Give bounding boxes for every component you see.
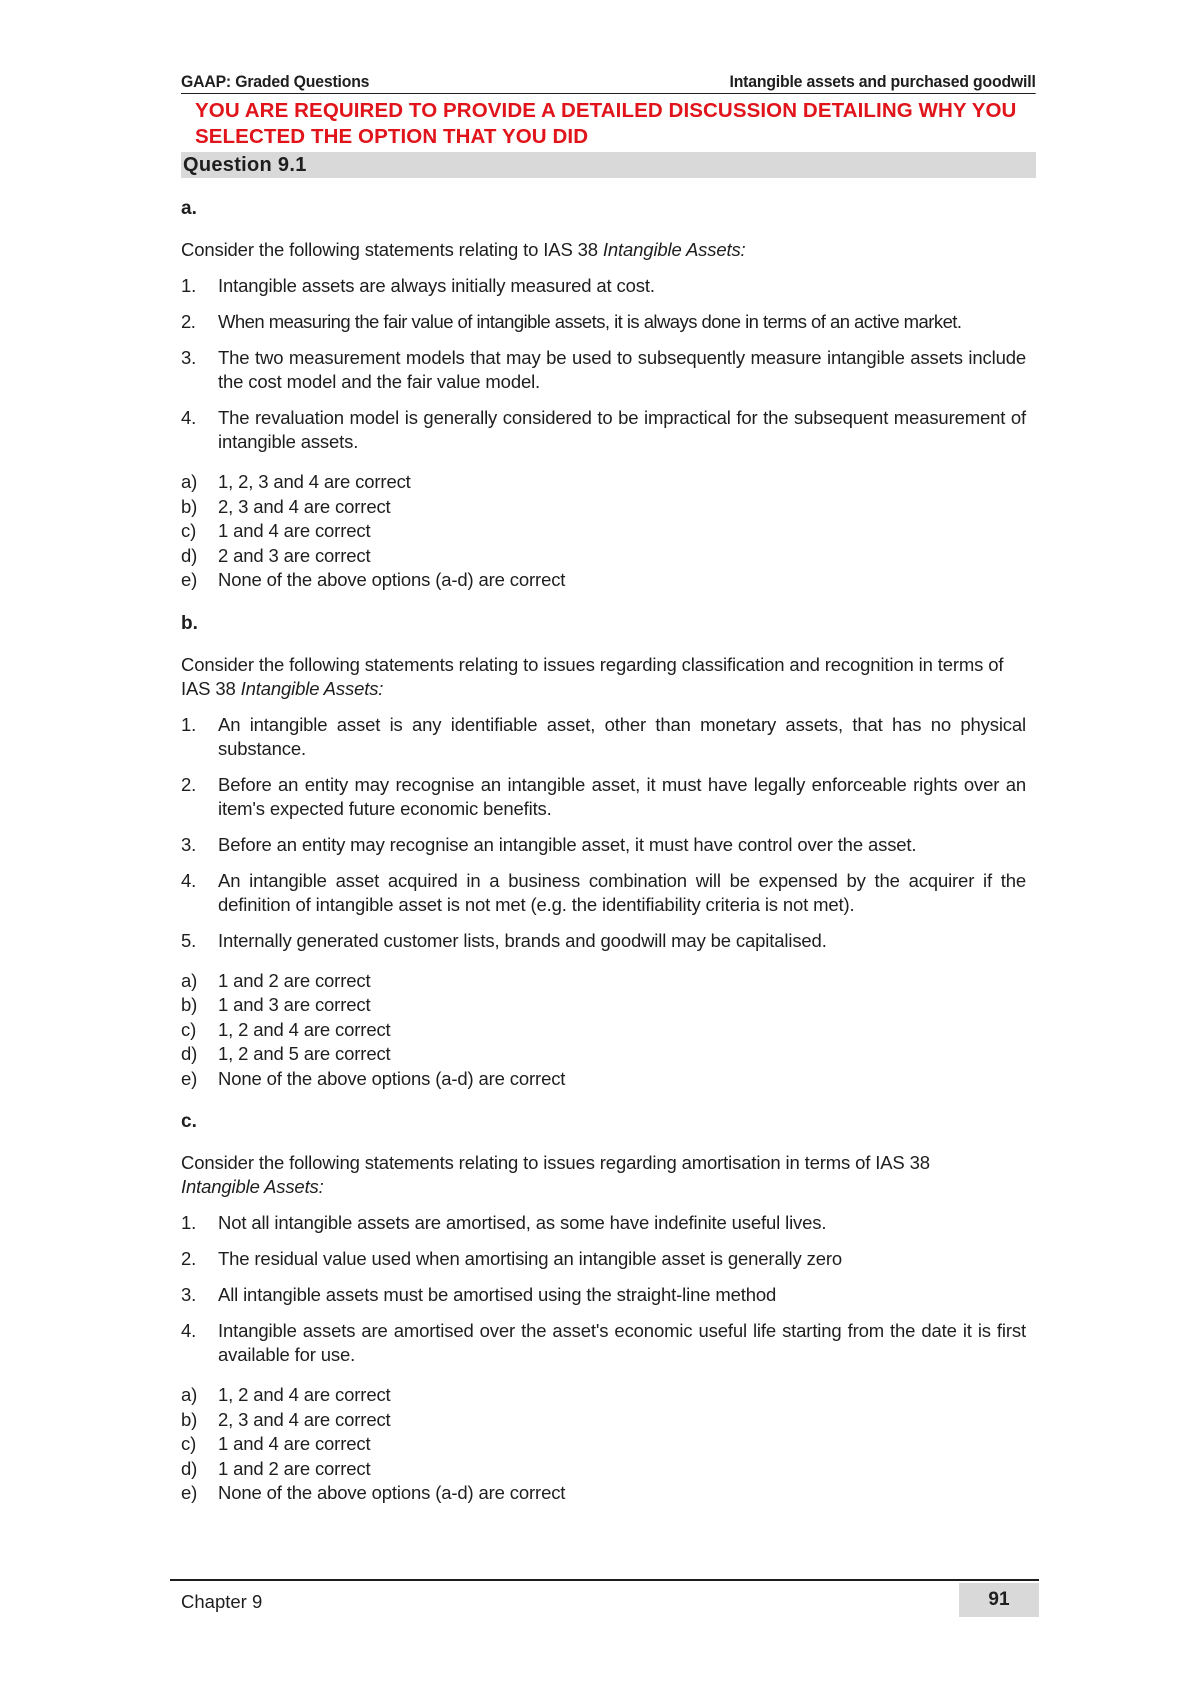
option-letter: d)	[181, 1043, 198, 1064]
section-intro	[181, 1151, 971, 1199]
statement-list	[181, 713, 1036, 953]
option-letter: c)	[181, 1433, 197, 1454]
statement-number: 2.	[181, 311, 196, 332]
option-letter: c)	[181, 520, 197, 541]
option-text: 1, 2, 3 and 4 are correct	[218, 471, 411, 492]
option-letter: a)	[181, 1384, 198, 1405]
answer-option	[181, 519, 1036, 544]
footer-chapter: Chapter 9	[181, 1591, 263, 1612]
option-letter: c)	[181, 1018, 197, 1040]
answer-options	[181, 1383, 1036, 1506]
answer-option	[181, 1018, 1036, 1043]
statement-text: Internally generated customer lists, brands and goodwill may be capitalised.	[218, 929, 827, 951]
option-letter: a)	[181, 471, 198, 492]
option-letter: b)	[181, 495, 198, 517]
section-label: b.	[181, 612, 198, 634]
statement-text: The residual value used when amortising an intangible asset is generally zero	[218, 1248, 842, 1269]
statement-number: 1.	[181, 713, 197, 735]
page-footer	[170, 1579, 1039, 1612]
intro-standard-name: Intangible Assets:	[602, 239, 746, 260]
option-text: None of the above options (a-d) are correct	[218, 569, 566, 590]
option-letter: e)	[181, 1482, 198, 1503]
statement-number: 2.	[181, 773, 197, 795]
statement-text: All intangible assets must be amortised using the straight-line method	[218, 1284, 777, 1305]
statement-text: Intangible assets are always initially measured at cost.	[218, 275, 655, 296]
header-book-title: GAAP: Graded Questions	[181, 72, 370, 91]
option-text: 1 and 4 are correct	[218, 1433, 371, 1454]
intro-text: Consider the following statements relating to issues regarding amortisation in terms of IAS 38	[181, 1152, 930, 1173]
statement-item	[181, 310, 1026, 334]
statement-number: 4.	[181, 407, 197, 428]
question-section-b	[181, 612, 1036, 1092]
statement-number: 5.	[181, 929, 197, 951]
question-section-c	[181, 1110, 1036, 1506]
answer-option	[181, 993, 1036, 1018]
answer-option	[181, 1457, 1036, 1482]
statement-number: 4.	[181, 869, 197, 891]
option-letter: a)	[181, 969, 198, 991]
answer-option	[181, 1432, 1036, 1457]
intro-standard-name: Intangible Assets:	[240, 677, 384, 699]
answer-option	[181, 1042, 1036, 1067]
requirement-notice: YOU ARE REQUIRED TO PROVIDE A DETAILED DISCUSSION DETAILING WHY YOU SELECTED THE OPTION THAT YOU DID	[195, 99, 1017, 148]
header-chapter-title: Intangible assets and purchased goodwill	[729, 72, 1036, 91]
intro-text: Consider the following statements relating to IAS 38	[181, 239, 603, 260]
statement-item	[181, 773, 1026, 821]
option-text: 1, 2 and 4 are correct	[218, 1384, 391, 1405]
statement-text: Before an entity may recognise an intangible asset, it must have legally enforceable rights over an item's expected future economic benefits.	[218, 773, 1026, 819]
option-text: None of the above options (a-d) are correct	[218, 1067, 566, 1089]
statement-item	[181, 274, 1026, 298]
statement-list	[181, 1211, 1036, 1367]
statement-text: When measuring the fair value of intangible assets, it is always done in terms of an active market.	[218, 311, 962, 332]
option-text: None of the above options (a-d) are correct	[218, 1482, 566, 1503]
statement-text: Not all intangible assets are amortised, as some have indefinite useful lives.	[218, 1212, 827, 1233]
answer-option	[181, 568, 1036, 593]
answer-option	[181, 1383, 1036, 1408]
statement-number: 3.	[181, 1284, 197, 1305]
section-intro	[181, 653, 1036, 701]
answer-option	[181, 544, 1036, 569]
statement-item	[181, 833, 1026, 857]
answer-option	[181, 1481, 1036, 1506]
answer-option	[181, 969, 1036, 994]
statement-item	[181, 406, 1026, 454]
answer-option	[181, 1408, 1036, 1433]
option-text: 2 and 3 are correct	[218, 544, 371, 566]
section-label: a.	[181, 198, 197, 219]
section-intro	[181, 238, 1036, 262]
statement-text: An intangible asset is any identifiable asset, other than monetary assets, that has no physical substance.	[218, 713, 1026, 759]
statement-number: 1.	[181, 275, 197, 296]
answer-option	[181, 495, 1036, 520]
statement-item	[181, 1211, 1026, 1235]
statement-text: An intangible asset acquired in a business combination will be expensed by the acquirer if the definition of intangible asset is not met (e.g. the identifiability criteria is not met).	[218, 869, 1026, 915]
option-letter: e)	[181, 569, 198, 590]
option-text: 2, 3 and 4 are correct	[218, 495, 391, 517]
option-letter: b)	[181, 1408, 198, 1430]
intro-standard-name: Intangible Assets:	[181, 1176, 324, 1197]
page-number: 91	[959, 1583, 1039, 1617]
statement-item	[181, 869, 1026, 917]
statement-text: The two measurement models that may be used to subsequently measure intangible assets include the cost model and the fair value model.	[218, 347, 1026, 392]
option-text: 1 and 2 are correct	[218, 1457, 371, 1479]
section-label: c.	[181, 1111, 197, 1132]
question-title-bar: Question 9.1	[181, 152, 1036, 178]
statement-number: 3.	[181, 833, 197, 855]
statement-item	[181, 1319, 1026, 1367]
statement-item	[181, 346, 1026, 394]
statement-text: Intangible assets are amortised over the asset's economic useful life starting from the date it is first available for use.	[218, 1320, 1026, 1365]
statement-item	[181, 713, 1026, 761]
option-letter: e)	[181, 1067, 198, 1089]
option-letter: d)	[181, 544, 198, 566]
statement-item	[181, 1247, 1026, 1271]
option-text: 1 and 4 are correct	[218, 520, 371, 541]
option-text: 1, 2 and 5 are correct	[218, 1043, 391, 1064]
statement-number: 2.	[181, 1248, 197, 1269]
answer-option	[181, 1067, 1036, 1092]
statement-number: 1.	[181, 1212, 197, 1233]
document-page	[181, 70, 1036, 1506]
option-text: 1, 2 and 4 are correct	[218, 1018, 391, 1040]
option-text: 2, 3 and 4 are correct	[218, 1408, 391, 1430]
statement-number: 4.	[181, 1320, 197, 1341]
statement-item	[181, 1283, 1026, 1307]
option-text: 1 and 3 are correct	[218, 994, 371, 1015]
option-letter: b)	[181, 994, 198, 1015]
statement-text: The revaluation model is generally considered to be impractical for the subsequent measurement of intangible assets.	[218, 407, 1026, 452]
statement-text: Before an entity may recognise an intangible asset, it must have control over the asset.	[218, 833, 917, 855]
answer-options	[181, 470, 1036, 593]
statement-item	[181, 929, 1026, 953]
answer-option	[181, 470, 1036, 495]
answer-options	[181, 969, 1036, 1092]
option-letter: d)	[181, 1457, 198, 1479]
statement-list	[181, 274, 1036, 454]
option-text: 1 and 2 are correct	[218, 969, 371, 991]
question-section-a	[181, 197, 1036, 593]
intro-text: Consider the following statements relating to issues regarding classification and recognition in terms of IAS 38	[181, 653, 1004, 699]
running-header	[181, 70, 1036, 94]
statement-number: 3.	[181, 347, 197, 368]
